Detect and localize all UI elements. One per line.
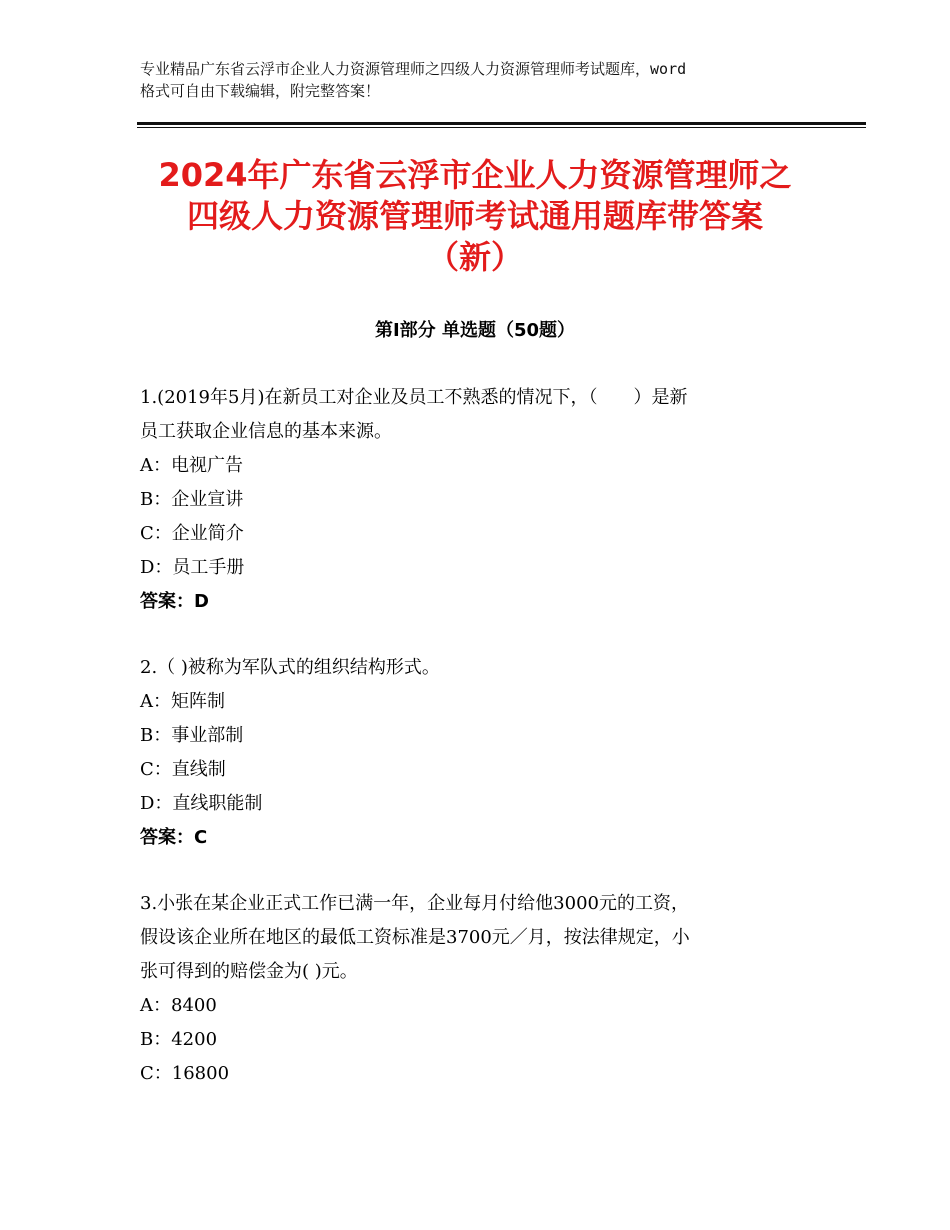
option-a: A：电视广告: [140, 455, 243, 476]
question-text-line: 1.(2019年5月)在新员工对企业及员工不熟悉的情况下，（ ）是新: [140, 387, 688, 408]
header-rule-thick: [137, 122, 866, 125]
option-a: A：8400: [140, 995, 217, 1016]
option-b: B：事业部制: [140, 725, 244, 746]
answer: 答案：C: [140, 827, 208, 848]
option-d: D：员工手册: [140, 557, 245, 578]
option-a: A：矩阵制: [140, 691, 225, 712]
question-text-line: 张可得到的赔偿金为( )元。: [140, 961, 358, 982]
header-note-line-2: 格式可自由下载编辑，附完整答案！: [140, 82, 381, 100]
question-3: [140, 887, 820, 1091]
option-c: C：16800: [140, 1063, 230, 1084]
option-c: C：企业简介: [140, 523, 244, 544]
title-line-1: 2024年广东省云浮市企业人力资源管理师之: [158, 156, 792, 194]
title-line-3: （新）: [426, 238, 523, 276]
answer: 答案：D: [140, 591, 209, 612]
question-text-line: 2.（ )被称为军队式的组织结构形式。: [140, 657, 440, 678]
header-note: [140, 58, 830, 102]
question-list: [140, 381, 820, 1123]
question-text-line: 3.小张在某企业正式工作已满一年，企业每月付给他3000元的工资，: [140, 893, 689, 914]
header-note-line-1: 专业精品广东省云浮市企业人力资源管理师之四级人力资源管理师考试题库，word: [140, 60, 687, 78]
question-text-line: 员工获取企业信息的基本来源。: [140, 421, 392, 442]
option-b: B：4200: [140, 1029, 218, 1050]
question-text-line: 假设该企业所在地区的最低工资标准是3700元／月，按法律规定，小: [140, 927, 690, 948]
header-rule-thin: [137, 127, 866, 128]
section-heading: 第Ⅰ部分 单选题（50题）: [374, 320, 575, 341]
option-c: C：直线制: [140, 759, 226, 780]
question-2: [140, 651, 820, 855]
document-title: [120, 155, 830, 278]
option-b: B：企业宣讲: [140, 489, 244, 510]
title-line-2: 四级人力资源管理师考试通用题库带答案: [186, 197, 763, 235]
question-1: [140, 381, 820, 619]
option-d: D：直线职能制: [140, 793, 263, 814]
